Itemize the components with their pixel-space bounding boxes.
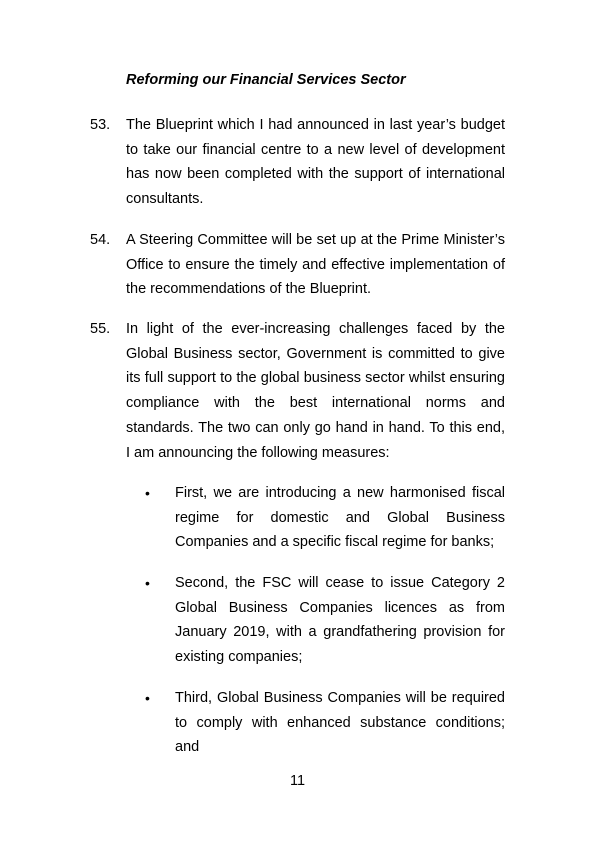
paragraph-number: 53. [90, 117, 111, 133]
bullet-icon: • [145, 485, 150, 501]
paragraph-number: 55. [90, 321, 111, 337]
bullet-text: Second, the FSC will cease to issue Category 2 Global Business Companies licences as from January 2019, with a grandfathering provision for existing companies; [175, 575, 505, 666]
bullet-icon: • [145, 690, 150, 706]
paragraph-55 [90, 317, 505, 465]
bullet-text: Third, Global Business Companies will be required to comply with enhanced substance conditions; and [175, 690, 505, 756]
paragraph-54 [90, 228, 505, 302]
bullet-icon: • [145, 575, 150, 591]
bullet-item-first [145, 481, 505, 555]
paragraph-53 [90, 113, 505, 212]
paragraph-text: The Blueprint which I had announced in last year’s budget to take our financial centre to a new level of development has now been completed with the support of international consultants. [126, 117, 505, 208]
page-number: 11 [289, 773, 306, 789]
bullet-item-third [145, 686, 505, 760]
paragraph-text: A Steering Committee will be set up at the Prime Minister’s Office to ensure the timely and effective implementation of the recommendations of the Blueprint. [126, 232, 505, 298]
paragraph-text: In light of the ever-increasing challenges faced by the Global Business sector, Government is committed to give its full support to the global business sector whilst ensuring compliance with the best international norms and standards. The two can only go hand in hand. To this end, I am announcing the following measures: [126, 321, 505, 461]
paragraph-number: 54. [90, 232, 111, 248]
bullet-item-second [145, 571, 505, 670]
bullet-text: First, we are introducing a new harmonised fiscal regime for domestic and Global Business Companies and a specific fiscal regime for banks; [175, 485, 505, 551]
section-heading: Reforming our Financial Services Sector [126, 72, 406, 88]
